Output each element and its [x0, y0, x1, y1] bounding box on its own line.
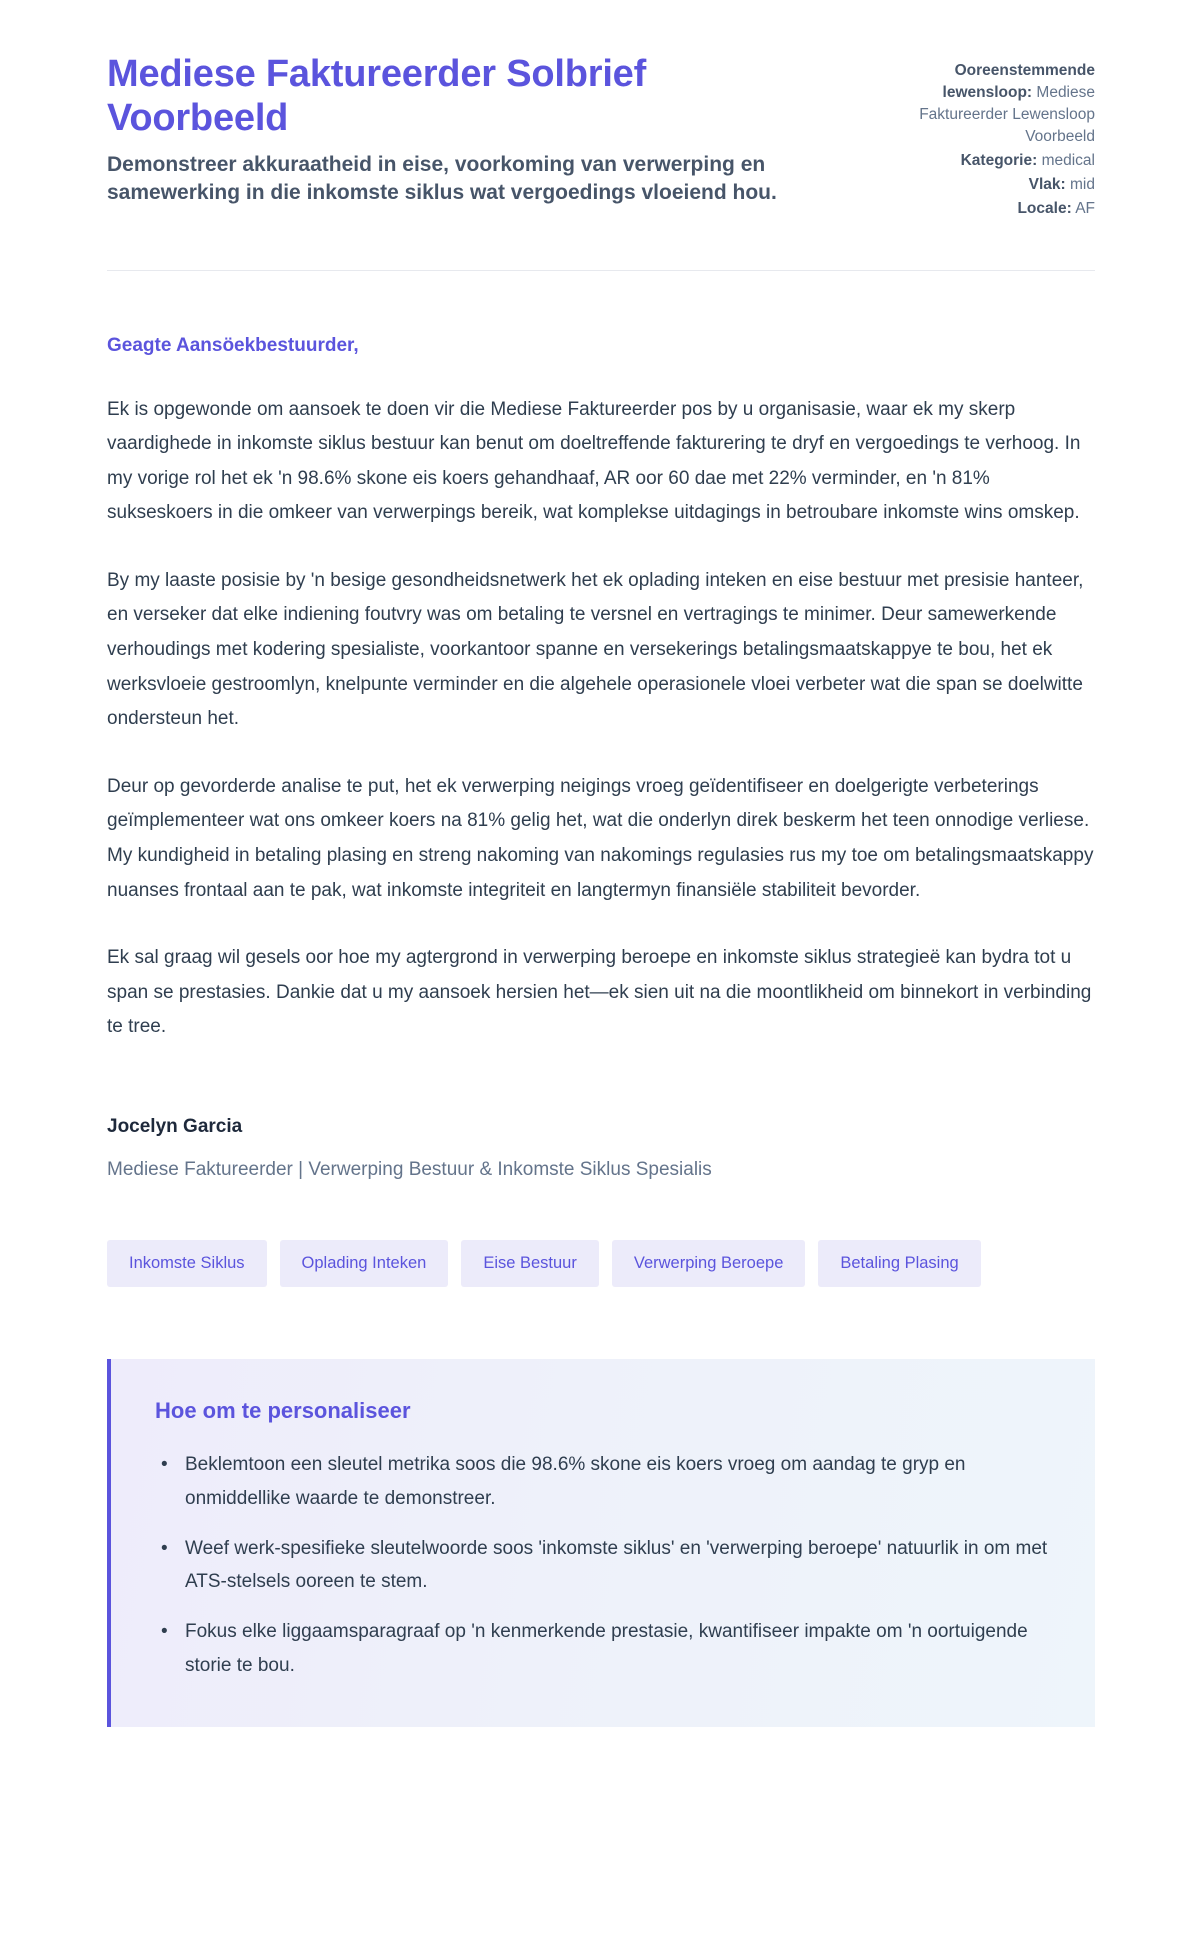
- letter-salutation: Geagte Aansöekbestuurder,: [107, 335, 359, 356]
- metadata-row-category: [880, 150, 1095, 172]
- tips-list-item: • Weef werk-spesifieke sleutelwoorde soos 'inkomste siklus' en 'verwerping beroepe' natuurlik in om met ATS-stelsels ooreen te stem.: [181, 1532, 1051, 1600]
- metadata-label: Vlak:: [1028, 176, 1066, 193]
- letter-paragraph-3: Deur op gevorderde analise te put, het ek verwerping neigings vroeg geïdentifiseer en doelgerigte verbeterings geïmplementeer wat ons omkeer koers na 81% gelig het, wat die onderlyn direk beskerm het teen onnodige verliese. My kundigheid in betaling plasing en streng nakoming van nakomings regulasies rus my toe om betalingsmaatskappy nuanses frontaal aan te pak, wat inkomste integriteit en langtermyn finansiële stabiliteit bevorder.: [107, 775, 1094, 901]
- header-divider: [107, 270, 1095, 271]
- metadata-value: AF: [1075, 200, 1095, 217]
- header-title-block: [107, 52, 822, 206]
- letter-paragraph-2: By my laaste posisie by 'n besige gesondheidsnetwerk het ek oplading inteken en eise bestuur met presisie hanteer, en verseker dat elke indiening foutvry was om betaling te versnel en vertragings te minimer. Deur samewerkende verhoudings met kodering spesialiste, voorkantoor spanne en versekerings betalingsmaatskappye te bou, het ek werksvloeie gestroomlyn, knelpunte verminder en die algehele operasionele vloei verbeter wat die span se doelwitte ondersteun het.: [107, 569, 1084, 730]
- tag-chip-oplading-inteken[interactable]: Oplading Inteken: [280, 1240, 449, 1288]
- tips-list: [155, 1448, 1051, 1683]
- page-subtitle: Demonstreer akkuraatheid in eise, voorkoming van verwerping en samewerking in die inkomste siklus wat vergoedings vloeiend hou.: [107, 152, 777, 204]
- metadata-row-matching-resume: [880, 60, 1095, 148]
- metadata-row-level: [880, 174, 1095, 196]
- tag-chip-verwerping-beroepe[interactable]: Verwerping Beroepe: [612, 1240, 806, 1288]
- page-title: Mediese Faktureerder Solbrief Voorbeeld: [107, 53, 647, 140]
- letter-body: [0, 333, 1200, 1045]
- document-metadata: [880, 52, 1095, 222]
- metadata-label: Kategorie:: [960, 152, 1038, 169]
- tag-chip-inkomste-siklus[interactable]: Inkomste Siklus: [107, 1240, 267, 1288]
- document-header: [0, 0, 1200, 222]
- metadata-label: Ooreenstemmende lewensloop:: [942, 62, 1095, 101]
- metadata-value: medical: [1041, 152, 1095, 169]
- tips-panel-title: Hoe om te personaliseer: [155, 1398, 411, 1424]
- metadata-row-locale: [880, 198, 1095, 220]
- letter-paragraph-1: Ek is opgewonde om aansoek te doen vir die Mediese Faktureerder pos by u organisasie, waar ek my skerp vaardighede in inkomste siklus bestuur kan benut om doeltreffende fakturering te dryf en vergoedings te verhoog. In my vorige rol het ek 'n 98.6% skone eis koers gehandhaaf, AR oor 60 dae met 22% verminder, en 'n 81% sukseskoers in die omkeer van verwerpings bereik, wat komplekse uitdagings in betroubare inkomste wins omskep.: [107, 398, 1081, 524]
- metadata-label: Locale:: [1017, 200, 1072, 217]
- tag-chip-list: [0, 1240, 1200, 1288]
- signature-role: Mediese Faktureerder | Verwerping Bestuur & Inkomste Siklus Spesialis: [107, 1159, 712, 1181]
- personalization-tips-panel: [107, 1359, 1095, 1726]
- tips-list-item: • Fokus elke liggaamsparagraaf op 'n kenmerkende prestasie, kwantifiseer impakte om 'n oortuigende storie te bou.: [181, 1615, 1051, 1683]
- signature-name: Jocelyn Garcia: [107, 1115, 243, 1137]
- letter-paragraph-4: Ek sal graag wil gesels oor hoe my agtergrond in verwerping beroepe en inkomste siklus strategieë kan bydra tot u span se prestasies. Dankie dat u my aansoek hersien het—ek sien uit na die moontlikheid om binnekort in verbinding te tree.: [107, 947, 1092, 1038]
- tips-list-item: • Beklemtoon een sleutel metrika soos die 98.6% skone eis koers vroeg om aandag te gryp en onmiddellike waarde te demonstreer.: [181, 1448, 1051, 1516]
- tag-chip-betaling-plasing[interactable]: Betaling Plasing: [818, 1240, 980, 1288]
- metadata-value: mid: [1070, 176, 1095, 193]
- signature-block: [0, 1113, 1200, 1185]
- metadata-value: Mediese Faktureerder Lewensloop Voorbeeld: [919, 84, 1095, 145]
- tag-chip-eise-bestuur[interactable]: Eise Bestuur: [461, 1240, 599, 1288]
